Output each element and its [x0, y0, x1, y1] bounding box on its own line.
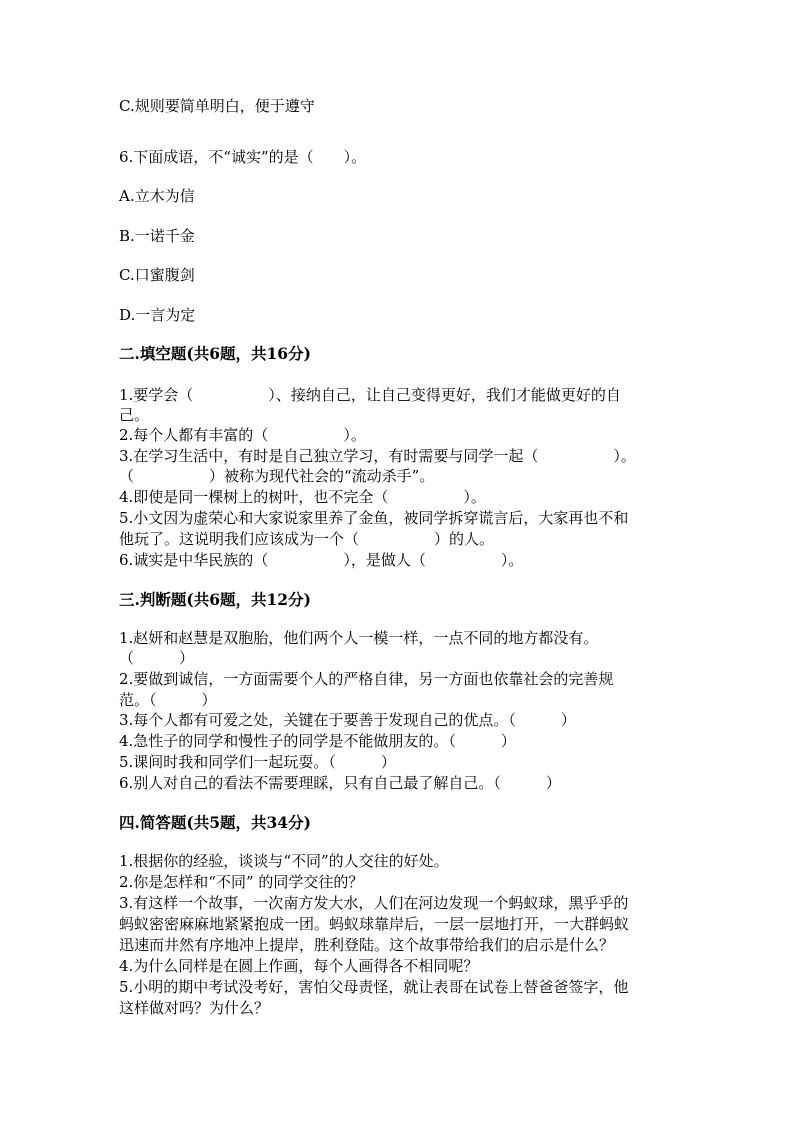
q6-option-a: A.立木为信: [119, 187, 195, 205]
fill-in-line: 6.诚实是中华民族的（ ），是做人（ ）。: [119, 551, 524, 569]
q6-option-d: D.一言为定: [119, 306, 196, 324]
fill-in-line: 己。: [119, 406, 150, 424]
fill-in-line: 2.每个人都有丰富的（ ）。: [119, 426, 366, 444]
q6-question: 6.下面成语，不“诚实”的是（ ）。: [119, 148, 367, 166]
true-false-line: 5.课间时我和同学们一起玩耍。（ ）: [119, 753, 396, 771]
true-false-line: （ ）: [119, 649, 195, 667]
q6-option-b: B.一诺千金: [119, 227, 195, 245]
fill-in-line: （ ）被称为现代社会的“流动杀手”。: [119, 467, 435, 485]
short-answer-line: 4.为什么同样是在圆上作画，每个人画得各不相同呢？: [119, 957, 479, 975]
short-answer-line: 迅速而井然有序地冲上提岸，胜利登陆。这个故事带给我们的启示是什么？: [119, 936, 615, 954]
true-false-line: 4.急性子的同学和慢性子的同学是不能做朋友的。（ ）: [119, 732, 516, 750]
fill-in-line: 5.小文因为虚荣心和大家说家里养了金鱼，被同学拆穿谎言后，大家再也不和: [119, 509, 629, 527]
fill-in-line: 他玩了。这说明我们应该成为一个（ ）的人。: [119, 530, 495, 548]
section-heading-short-answer: 四.简答题(共5题，共34分): [119, 813, 311, 832]
true-false-line: 范。（ ）: [119, 691, 217, 709]
section-heading-fill-in: 二.填空题(共6题，共16分): [119, 344, 311, 363]
true-false-line: 6.别人对自己的看法不需要理睬，只有自己最了解自己。（ ）: [119, 774, 561, 792]
fill-in-line: 4.即使是同一棵树上的树叶，也不完全（ ）。: [119, 488, 486, 506]
q6-option-c: C.口蜜腹剑: [119, 266, 195, 284]
short-answer-line: 这样做对吗？为什么？: [119, 999, 270, 1017]
short-answer-line: 1.根据你的经验，谈谈与“不同”的人交往的好处。: [119, 852, 449, 870]
section-heading-true-false: 三.判断题(共6题，共12分): [119, 590, 311, 609]
fill-in-line: 1.要学会（ ）、接纳自己，让自己变得更好，我们才能做更好的自: [119, 386, 621, 404]
short-answer-line: 3.有这样一个故事，一次南方发大水，人们在河边发现一个蚂蚁球，黑乎乎的: [119, 894, 629, 912]
true-false-line: 3.每个人都有可爱之处，关键在于要善于发现自己的优点。（ ）: [119, 711, 576, 729]
true-false-line: 1.赵妍和赵慧是双胞胎，他们两个人一模一样，一点不同的地方都没有。: [119, 629, 599, 647]
short-answer-line: 2.你是怎样和“不同” 的同学交往的？: [119, 873, 364, 891]
true-false-line: 2.要做到诚信，一方面需要个人的严格自律，另一方面也依靠社会的完善规: [119, 670, 614, 688]
fill-in-line: 3.在学习生活中，有时是自己独立学习，有时需要与同学一起（ ）。: [119, 447, 636, 465]
short-answer-line: 蚂蚁密密麻麻地紧紧抱成一团。蚂蚁球靠岸后，一层一层地打开，一大群蚂蚁: [119, 915, 630, 933]
q5-option-c: C.规则要简单明白，便于遵守: [119, 97, 315, 115]
short-answer-line: 5.小明的期中考试没考好，害怕父母责怪，就让表哥在试卷上替爸爸签字，他: [119, 978, 629, 996]
